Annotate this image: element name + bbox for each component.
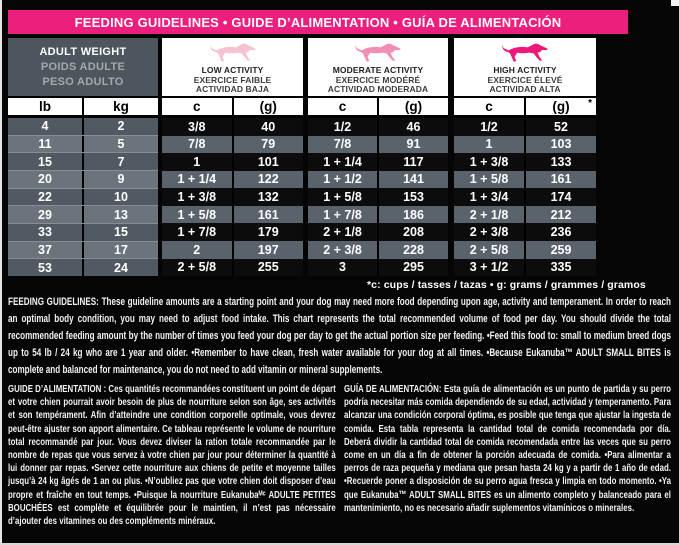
table-cell: 161: [550, 172, 572, 187]
table-cell: 13: [114, 207, 128, 222]
table-cell: 2 + 5/8: [162, 259, 234, 277]
low-activity-label-fr: EXERCICE FAIBLE: [193, 74, 272, 85]
running-dog-high-icon: [499, 41, 551, 65]
table-cell: 1 + 1/4: [308, 153, 379, 171]
table-cell: 22: [8, 189, 84, 206]
low-units-row: [162, 96, 303, 118]
weight-table-row: [8, 188, 158, 206]
table-cell: 1 + 1/4: [162, 171, 234, 189]
table-cell: 46: [406, 119, 421, 134]
table-cell: 3/8: [162, 118, 234, 136]
table-cell: 1 + 1/2: [308, 171, 379, 189]
unit-grams-high-label: (g): [552, 99, 570, 114]
low-activity-header: [162, 38, 303, 96]
low-table-row: [162, 136, 303, 154]
table-cell: 10: [114, 190, 128, 205]
adult-weight-label-en: ADULT WEIGHT: [39, 46, 127, 58]
low-table-row: [162, 118, 303, 136]
moderate-activity-label-fr: EXERCICE MODÉRÉ: [335, 74, 421, 85]
high-units-row: [454, 96, 596, 118]
weight-body: [8, 118, 158, 276]
high-activity-body: [454, 118, 596, 276]
table-cell: 1 + 5/8: [308, 188, 379, 206]
table-cell: 335: [550, 260, 572, 275]
table-cell: 15: [8, 153, 84, 170]
unit-grams-moderate: (g): [404, 99, 423, 114]
high-activity-label-fr: EXERCICE ÉLEVÉ: [487, 74, 563, 85]
high-activity-label-es: ACTIVIDAD ALTA: [489, 84, 561, 94]
table-cell: 3 + 1/2: [454, 259, 526, 277]
photo-edge-left: [0, 0, 2, 545]
moderate-activity-body: [308, 118, 448, 276]
table-cell: 259: [550, 242, 572, 257]
title-bar-text: FEEDING GUIDELINES • GUIDE D’ALIMENTATION • GUÍA DE ALIMENTACIÓN: [74, 14, 562, 30]
paragraph-french: GUIDE D’ALIMENTATION : Ces quantités recommandées constituent un point de départ et votre chien pourrait avoir besoin de plus de nourriture selon son âge, ses activités et son tempérament. Afin d’atteindre une condition corporelle optimale, vous devrez peut-être ajuster son apport alimentaire. Ce tableau représente le volume de nourriture total recommandé par jour. Vous devez diviser la ration totale recommandée par le nombre de repas que vous servez à votre chien par jour pour déterminer la quantité à lui donner par repas. •Servez cette nourriture aux chiens de petite et moyenne tailles jusqu’à 24 kg âgés de 1 an ou plus. •N’oubliez pas que votre chien doit disposer d’eau propre et fraîche en tout temps. •Puisque la nourriture Eukanubaᴹᶜ ADULTE PETITES BOUCHÉES est complète et équilibrée pour le maintien, il n’est pas nécessaire d’ajouter des vitamines ou des compléments minéraux.: [8, 383, 336, 528]
low-table-row: [162, 188, 303, 206]
paragraph-english: FEEDING GUIDELINES: These guideline amounts are a starting point and your dog may need more food depending upon age, activity and temperament. In order to reach an optimal body condition, you may need to adjust food intake. This chart represents the total recommended volume of food per day. You should divide the total recommended feeding amount by the number of times you feed your dog per day to get the actual portion size per feeding. •Feed this food to: small to medium breed dogs up to 54 lb / 24 kg who are 1 year and older. •Remember to have clean, fresh water available for your dog at all times. •Because Eukanuba™ ADULT SMALL BITES is complete and balanced for maintenance, you do not need to add vitamin or mineral supplements.: [8, 296, 671, 376]
table-cell: 53: [8, 259, 84, 276]
moderate-table-row: [308, 241, 448, 259]
low-activity-label-en: LOW ACTIVITY: [201, 65, 264, 75]
table-cell: 9: [117, 172, 125, 187]
weight-table-row: [8, 170, 158, 188]
table-cell: 1/2: [308, 118, 379, 136]
high-table-row: [454, 118, 596, 136]
table-cell: 2 + 1/8: [454, 206, 526, 224]
low-activity-label-es: ACTIVIDAD BAJA: [195, 84, 270, 94]
moderate-table-row: [308, 153, 448, 171]
low-table-row: [162, 259, 303, 277]
table-cell: 1: [454, 136, 526, 154]
table-cell: 7/8: [162, 136, 234, 154]
table-cell: 2 + 5/8: [454, 241, 526, 259]
unit-grams-high: [526, 98, 596, 115]
low-activity-body: [162, 118, 303, 276]
weight-table-row: [8, 258, 158, 276]
moderate-activity-header: [308, 38, 448, 96]
unit-kg: kg: [113, 99, 129, 114]
table-cell: 179: [257, 225, 279, 240]
table-cell: 11: [8, 136, 84, 153]
moderate-activity-label-en: MODERATE ACTIVITY: [332, 65, 424, 75]
table-cell: 101: [257, 154, 279, 169]
low-table-row: [162, 241, 303, 259]
table-cell: 1: [162, 153, 234, 171]
moderate-activity-column: [308, 38, 448, 276]
running-dog-low-icon: [207, 41, 259, 65]
high-table-row: [454, 153, 596, 171]
adult-weight-label-es: PESO ADULTO: [42, 76, 124, 88]
table-cell: 40: [261, 119, 276, 134]
table-cell: 1 + 5/8: [162, 206, 234, 224]
table-cell: 20: [8, 171, 84, 188]
table-cell: 236: [550, 225, 572, 240]
table-cell: 133: [550, 154, 572, 169]
high-table-row: [454, 171, 596, 189]
asterisk-marker: *: [588, 98, 592, 109]
table-cell: 103: [550, 137, 572, 152]
low-table-row: [162, 223, 303, 241]
low-table-row: [162, 171, 303, 189]
adult-weight-header: [8, 38, 158, 96]
table-cell: 15: [114, 225, 128, 240]
low-table-row: [162, 153, 303, 171]
table-cell: 37: [8, 242, 84, 259]
table-cell: 2 + 3/8: [308, 241, 379, 259]
moderate-table-row: [308, 171, 448, 189]
moderate-units-row: [308, 96, 448, 118]
high-table-row: [454, 188, 596, 206]
moderate-table-row: [308, 223, 448, 241]
table-cell: 33: [8, 224, 84, 241]
table-cell: 3: [308, 259, 379, 277]
low-table-row: [162, 206, 303, 224]
moderate-table-row: [308, 259, 448, 277]
moderate-table-row: [308, 118, 448, 136]
high-activity-label-en: HIGH ACTIVITY: [493, 65, 557, 75]
table-cell: 79: [261, 137, 276, 152]
table-cell: 29: [8, 206, 84, 223]
table-cell: 255: [257, 260, 279, 275]
table-cell: 1 + 3/8: [162, 188, 234, 206]
high-activity-column: [454, 38, 596, 276]
table-cell: 208: [403, 225, 424, 240]
table-cell: 2: [162, 241, 234, 259]
photo-edge-corner: [671, 0, 679, 6]
table-cell: 1 + 3/8: [454, 153, 526, 171]
unit-cups-high: c: [454, 98, 526, 115]
high-table-row: [454, 223, 596, 241]
unit-cups-low: c: [162, 98, 234, 115]
weight-units-row: [8, 96, 158, 118]
table-cell: 212: [550, 207, 572, 222]
table-cell: 5: [117, 137, 125, 151]
weight-table-row: [8, 135, 158, 153]
table-cell: 141: [403, 172, 424, 187]
table-cell: 7/8: [308, 136, 379, 154]
weight-table-row: [8, 152, 158, 170]
high-activity-header: [454, 38, 596, 96]
moderate-table-row: [308, 188, 448, 206]
table-cell: 1 + 3/4: [454, 188, 526, 206]
table-cell: 4: [8, 118, 84, 135]
table-cell: 91: [406, 137, 421, 152]
table-cell: 186: [403, 207, 424, 222]
low-activity-column: [162, 38, 303, 276]
table-cell: 2 + 1/8: [308, 223, 379, 241]
moderate-table-row: [308, 136, 448, 154]
weight-table-row: [8, 205, 158, 223]
title-bar: [8, 10, 628, 34]
moderate-activity-label-es: ACTIVIDAD MODERADA: [327, 84, 429, 94]
table-cell: 1 + 5/8: [454, 171, 526, 189]
table-cell: 24: [114, 260, 128, 275]
unit-grams-low: (g): [259, 99, 277, 114]
table-cell: 295: [403, 260, 424, 275]
high-table-row: [454, 241, 596, 259]
high-table-row: [454, 259, 596, 277]
table-cell: 1/2: [454, 118, 526, 136]
table-cell: 2 + 3/8: [454, 223, 526, 241]
high-table-row: [454, 136, 596, 154]
units-footnote: *c: cups / tasses / tazas • g: grams / grammes / gramos: [367, 279, 646, 291]
table-cell: 161: [257, 207, 279, 222]
moderate-table-row: [308, 206, 448, 224]
table-cell: 1 + 7/8: [162, 223, 234, 241]
table-cell: 122: [257, 172, 279, 187]
feeding-table: [8, 38, 598, 276]
unit-cups-moderate: c: [308, 98, 379, 115]
weight-column: [8, 38, 158, 276]
weight-table-row: [8, 241, 158, 259]
unit-lb: lb: [8, 98, 84, 115]
table-cell: 197: [257, 242, 279, 257]
high-table-row: [454, 206, 596, 224]
table-cell: 17: [114, 243, 128, 258]
table-cell: 117: [403, 154, 424, 169]
table-cell: 153: [403, 190, 424, 205]
table-cell: 174: [550, 190, 572, 205]
table-cell: 1 + 7/8: [308, 206, 379, 224]
weight-table-row: [8, 118, 158, 135]
table-cell: 2: [117, 119, 125, 134]
table-cell: 52: [554, 119, 568, 134]
paragraph-spanish: GUÍA DE ALIMENTACIÓN: Esta guía de alimentación es un punto de partida y su perro podría necesitar más comida dependiendo de su edad, actividad y temperamento. Para alcanzar una condición corporal óptima, es posible que tenga que ajustar la ingesta de comida. Esta tabla representa la cantidad total de comida recomendada por día. Deberá dividir la cantidad total de comida recomendada entre las veces que su perro come en un día a fin de obtener la porción adecuada de comida. •Para alimentar a perros de raza pequeña y mediana que pesan hasta 24 kg y a partir de 1 año de edad. •Recuerde poner a disposición de su perro agua fresca y limpia en todo momento. •Ya que Eukanuba™ ADULT SMALL BITES es un alimento completo y balanceado para el mantenimiento, no es necesario añadir suplementos vitamínicos o minerales.: [344, 383, 671, 514]
weight-table-row: [8, 223, 158, 241]
table-cell: 228: [403, 242, 424, 257]
adult-weight-label-fr: POIDS ADULTE: [40, 61, 126, 73]
running-dog-moderate-icon: [352, 41, 404, 65]
table-cell: 7: [117, 154, 125, 169]
table-cell: 132: [257, 190, 279, 205]
